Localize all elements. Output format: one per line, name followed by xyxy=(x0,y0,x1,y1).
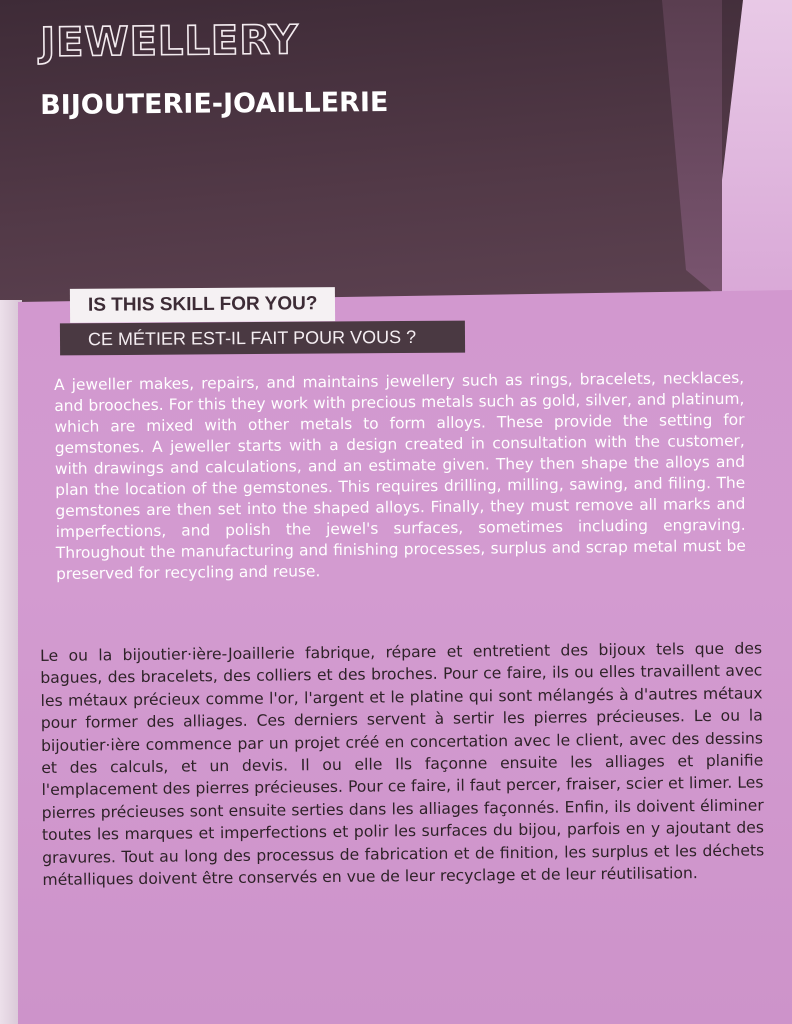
question-french-label: CE MÉTIER EST-IL FAIT POUR VOUS ? xyxy=(60,321,465,356)
title-french: BIJOUTERIE-JOAILLERIE xyxy=(40,86,389,121)
title-english: JEWELLERY xyxy=(40,17,299,66)
question-english-label: IS THIS SKILL FOR YOU? xyxy=(70,287,336,323)
description-english: A jeweller makes, repairs, and maintains jewellery such as rings, bracelets, necklaces, and brooches. For this they work with precious metals such as gold, silver, and platinum, which are mixed with other metals to form alloys. These provide the setting for gemstones. A jeweller starts with a design created in consultation with the customer, with drawings and calculations, and an estimate given. They then shape the alloys and plan the location of the gemstones. This requires drilling, milling, sawing, and filing. The gemstones are then set into the shaped alloys. Finally, they must remove all marks and imperfections, and polish the jewel's surfaces, sometimes including engraving. Throughout the manufacturing and finishing processes, surplus and scrap metal must be preserved for recycling and reuse. xyxy=(54,368,746,583)
description-french: Le ou la bijoutier·ière-Joaillerie fabrique, répare et entretient des bijoux tels que des bagues, des bracelets, des colliers et des broches. Pour ce faire, ils ou elles travaillent avec les métaux précieux comme l'or, l'argent et le platine qui sont mélangés à d'autres métaux pour former des alliages. Ces derniers servent à sertir les pierres précieuses. Le ou la bijoutier·ière commence par un projet créé en concertation avec le client, avec des dessins et des calculs, et un devis. Il ou elle Ils façonne ensuite les alliages et planifie l'emplacement des pierres précieuses. Pour ce faire, il faut percer, fraiser, scier et limer. Les pierres précieuses sont ensuite serties dans les alliages façonnés. Enfin, ils doivent éliminer toutes les marques et imperfections et polir les surfaces du bijou, parfois en y ajoutant des gravures. Tout au long des processus de fabrication et de finition, les surplus et les déchets métalliques doivent être conservés en vue de leur recyclage et de leur réutilisation. xyxy=(40,639,765,890)
